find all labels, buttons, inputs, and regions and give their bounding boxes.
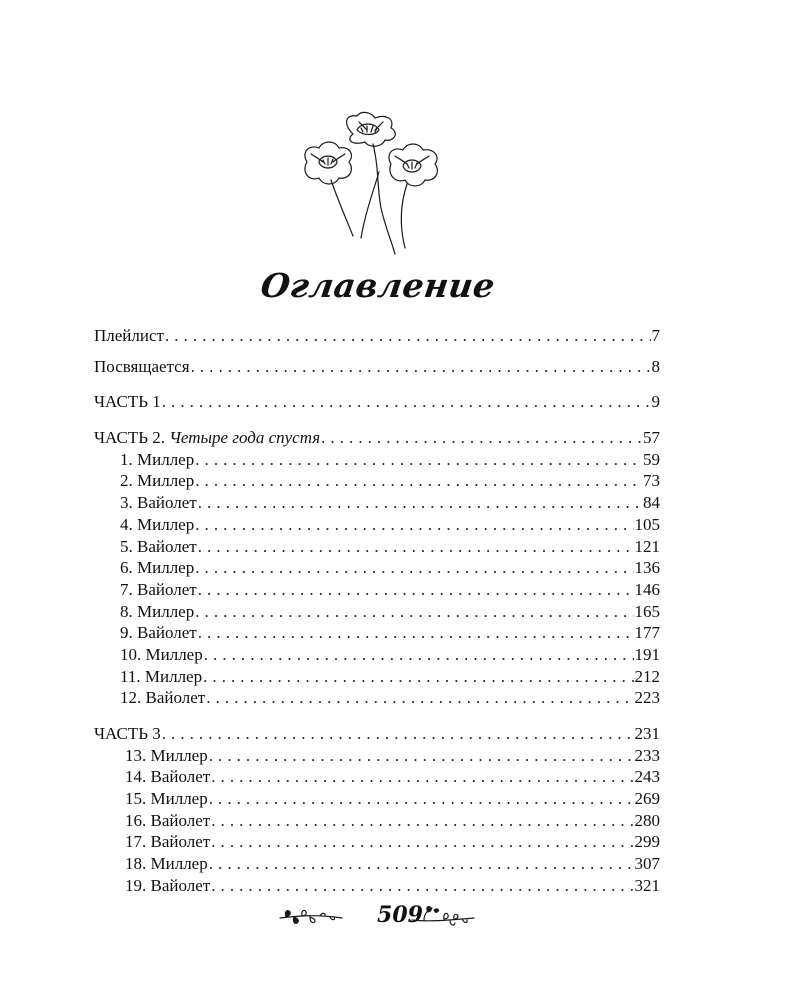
toc-entry-page: 307 bbox=[634, 854, 660, 874]
toc-entry-label: 10. Миллер bbox=[120, 644, 203, 664]
toc-entry-page: 59 bbox=[643, 449, 660, 469]
toc-entry-label: 16. Вайолет bbox=[125, 810, 211, 830]
toc-chapter-entry[interactable] bbox=[94, 644, 660, 666]
toc-entry-page: 212 bbox=[634, 666, 660, 686]
leader-dots bbox=[162, 391, 651, 413]
leader-dots bbox=[195, 449, 642, 471]
toc-entry-label: 2. Миллер bbox=[120, 471, 195, 491]
poppy-flowers-illustration bbox=[295, 108, 455, 256]
toc-chapter-entry[interactable] bbox=[94, 449, 660, 471]
toc-chapter-entry[interactable] bbox=[94, 745, 660, 767]
toc-entry-label: ЧАСТЬ 3 bbox=[94, 724, 161, 743]
toc-chapter-entry[interactable] bbox=[94, 579, 660, 601]
page-footer bbox=[0, 900, 800, 934]
leader-dots bbox=[209, 853, 634, 875]
toc-entry-label: 1. Миллер bbox=[120, 449, 195, 469]
toc-chapter-entry[interactable] bbox=[94, 470, 660, 492]
toc-part-entry[interactable] bbox=[94, 427, 660, 449]
table-of-contents bbox=[94, 325, 660, 897]
toc-chapter-entry[interactable] bbox=[94, 788, 660, 810]
part-subtitle: Четыре года спустя bbox=[169, 428, 321, 448]
toc-entry-label: 7. Вайолет bbox=[120, 579, 197, 599]
toc-entry-label: ЧАСТЬ 1 bbox=[94, 392, 161, 412]
toc-part-entry[interactable] bbox=[94, 391, 660, 413]
toc-entry-label: 13. Миллер bbox=[125, 745, 208, 765]
leader-dots bbox=[211, 810, 633, 832]
toc-chapter-entry[interactable] bbox=[94, 687, 660, 709]
toc-entry-page: 121 bbox=[634, 536, 660, 556]
toc-entry-page: 9 bbox=[651, 392, 660, 412]
toc-entry[interactable] bbox=[94, 325, 660, 347]
toc-entry-page: 57 bbox=[643, 428, 660, 448]
toc-entry-page: 321 bbox=[634, 875, 660, 895]
toc-chapter-entry[interactable] bbox=[94, 766, 660, 788]
toc-chapter-entry[interactable] bbox=[94, 810, 660, 832]
toc-entry-page: 146 bbox=[634, 579, 660, 599]
leader-dots bbox=[198, 536, 634, 558]
toc-entry-page: 243 bbox=[634, 767, 660, 787]
toc-entry-label: 11. Миллер bbox=[120, 666, 203, 686]
leader-dots bbox=[195, 557, 633, 579]
toc-entry-page: 177 bbox=[634, 623, 660, 643]
leader-dots bbox=[198, 622, 634, 644]
leader-dots bbox=[211, 831, 633, 853]
leader-dots bbox=[209, 745, 634, 767]
leader-dots bbox=[162, 723, 634, 745]
toc-entry-page: 73 bbox=[643, 471, 660, 491]
toc-entry-label: 18. Миллер bbox=[125, 854, 208, 874]
toc-title: Оглавление bbox=[258, 266, 498, 305]
leader-dots bbox=[195, 470, 642, 492]
toc-entry-page: 233 bbox=[634, 745, 660, 765]
leader-dots bbox=[191, 356, 651, 378]
toc-chapter-entry[interactable] bbox=[94, 622, 660, 644]
toc-chapter-entry[interactable] bbox=[94, 601, 660, 623]
toc-entry-page: 165 bbox=[634, 601, 660, 621]
leader-dots bbox=[203, 666, 633, 688]
leader-dots bbox=[198, 579, 634, 601]
toc-chapter-entry[interactable] bbox=[94, 557, 660, 579]
leader-dots bbox=[198, 492, 642, 514]
toc-entry-page: 191 bbox=[634, 644, 660, 664]
toc-chapter-entry[interactable] bbox=[94, 514, 660, 536]
toc-entry-label: 3. Вайолет bbox=[120, 493, 197, 513]
leader-dots bbox=[206, 687, 633, 709]
leader-dots bbox=[165, 325, 651, 347]
leaf-ornament-right-icon bbox=[410, 904, 476, 930]
toc-entry-label: 17. Вайолет bbox=[125, 832, 211, 852]
toc-chapter-entry[interactable] bbox=[94, 492, 660, 514]
leader-dots bbox=[209, 788, 634, 810]
toc-chapter-entry[interactable] bbox=[94, 536, 660, 558]
toc-entry-page: 231 bbox=[634, 724, 660, 743]
toc-entry-label: 6. Миллер bbox=[120, 558, 195, 578]
toc-entry-label: Плейлист bbox=[94, 326, 164, 345]
toc-chapter-entry[interactable] bbox=[94, 875, 660, 897]
toc-entry-label: 19. Вайолет bbox=[125, 875, 211, 895]
toc-part-entry[interactable] bbox=[94, 723, 660, 745]
toc-entry[interactable] bbox=[94, 356, 660, 378]
leader-dots bbox=[211, 875, 633, 897]
toc-entry-page: 223 bbox=[634, 688, 660, 708]
toc-entry-page: 299 bbox=[634, 832, 660, 852]
toc-entry-label: 8. Миллер bbox=[120, 601, 195, 621]
toc-entry-page: 280 bbox=[634, 810, 660, 830]
leader-dots bbox=[204, 644, 634, 666]
page-number: 509 bbox=[377, 902, 423, 928]
toc-chapter-entry[interactable] bbox=[94, 853, 660, 875]
toc-entry-label: 5. Вайолет bbox=[120, 536, 197, 556]
toc-entry-label: 4. Миллер bbox=[120, 514, 195, 534]
toc-entry-page: 136 bbox=[634, 558, 660, 578]
toc-entry-label: 9. Вайолет bbox=[120, 623, 197, 643]
leader-dots bbox=[211, 766, 633, 788]
toc-entry-label: 12. Вайолет bbox=[120, 688, 206, 708]
toc-chapter-entry[interactable] bbox=[94, 831, 660, 853]
leader-dots bbox=[195, 601, 633, 623]
toc-entry-page: 8 bbox=[651, 356, 660, 376]
toc-entry-label bbox=[94, 427, 320, 449]
toc-entry-label: Посвящается bbox=[94, 356, 190, 376]
toc-chapter-entry[interactable] bbox=[94, 666, 660, 688]
toc-entry-label: 14. Вайолет bbox=[125, 767, 211, 787]
toc-entry-page: 7 bbox=[651, 326, 660, 345]
toc-entry-page: 84 bbox=[643, 493, 660, 513]
part-label: ЧАСТЬ 2. bbox=[94, 428, 165, 448]
toc-entry-page: 269 bbox=[634, 789, 660, 809]
leader-dots bbox=[195, 514, 633, 536]
toc-entry-label: 15. Миллер bbox=[125, 789, 208, 809]
leader-dots bbox=[321, 427, 642, 449]
toc-entry-page: 105 bbox=[634, 514, 660, 534]
